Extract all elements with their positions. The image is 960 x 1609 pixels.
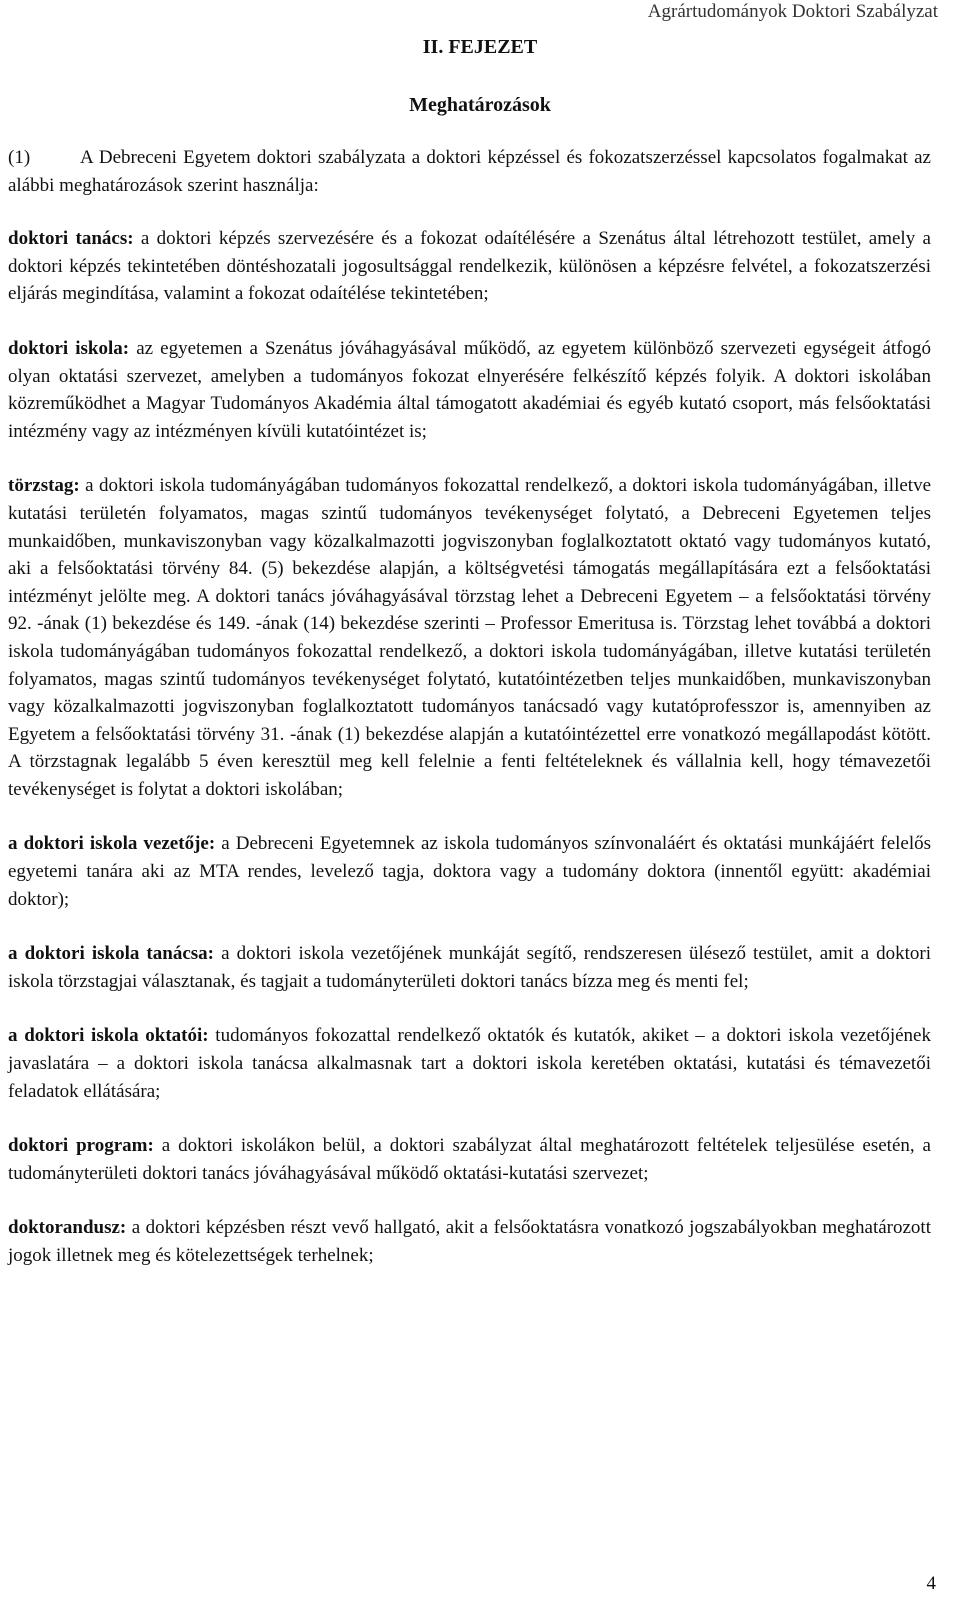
- definition-term: a doktori iskola vezetője:: [8, 833, 216, 855]
- definition-text: az egyetemen a Szenátus jóváhagyásával működő, az egyetem különböző szervezeti egységeit átfogó olyan oktatási szervezet, amelyben a tudományos fokozat elnyerésére felkészítő képzés folyik. A doktori iskolában közreműködhet a Magyar Tudományos Akadémia által támogatott akadémiai és egyéb kutató csoport, más felsőoktatási intézmény vagy az intézményen kívüli kutatóintézet is;: [8, 337, 931, 442]
- definition-text: tudományos fokozattal rendelkező oktatók és kutatók, akiket – a doktori iskola vezetőjének javaslatára – a doktori iskola tanácsa alkalmasnak tart a doktori iskola keretében oktatási, kutatási és témavezetői feladatok ellátására;: [8, 1025, 931, 1102]
- definition-text: a doktori képzés szervezésére és a fokozat odaítélésére a Szenátus által létrehozott testület, amely a doktori képzés tekintetében döntéshozatali jogosultsággal rendelkezik, különösen a képzésre felvétel, a fokozatszerzési eljárás megindítása, valamint a fokozat odaítélése tekintetében;: [8, 228, 931, 305]
- definition-text: a doktori iskolákon belül, a doktori szabályzat által meghatározott feltételek teljesülése esetén, a tudományterületi doktori tanács jóváhagyásával működő oktatási-kutatási szervezet;: [8, 1135, 931, 1184]
- definition-doktori-program: [8, 1132, 931, 1187]
- definition-iskola-tanacsa: [8, 940, 931, 995]
- definition-text: a doktori képzésben részt vevő hallgató, akit a felsőoktatásra vonatkozó jogszabályokban meghatározott jogok illetnek meg és kötelezettségek terhelnek;: [8, 1217, 931, 1266]
- definition-term: a doktori iskola tanácsa:: [8, 943, 214, 965]
- definition-doktori-tanacs: [8, 225, 931, 308]
- definition-term: törzstag:: [8, 475, 80, 497]
- definition-term: doktori program:: [8, 1135, 154, 1157]
- definition-text: a doktori iskola tudományágában tudományos fokozattal rendelkező, a doktori iskola tudományágában, illetve kutatási területén folyamatos, magas szintű tudományos tevékenységet folytató, a Debreceni Egyetemen teljes munkaidőben, munkaviszonyban vagy közalkalmazotti jogviszonyban foglalkoztatott oktató vagy tudományos kutató, aki a felsőoktatási törvény 84. (5) bekezdése alapján, a költségvetési támogatás megállapítására ezt a felsőoktatási intézményt jelölte meg. A doktori tanács jóváhagyásával törzstag lehet a Debreceni Egyetem – a felsőoktatási törvény 92. -ának (1) bekezdése és 149. -ának (14) bekezdése szerinti – Professor Emeritusa is. Törzstag lehet továbbá a doktori iskola tudományágában tudományos fokozattal rendelkező, a doktori iskola tudományágában, illetve kutatási területén folyamatos, magas szintű tudományos tevékenységet folytató, kutatóintézetben teljes munkaidőben, munkaviszonyban vagy közalkalmazotti jogviszonyban foglalkoztatott tudományos tanácsadó vagy kutatóprofesszor is, amennyiben az Egyetem a felsőoktatási törvény 31. -ának (1) bekezdése alapján a kutatóintézettel erre vonatkozó megállapodást kötött. A törzstagnak legalább 5 éven keresztül meg kell felelnie a fenti feltételeknek és vállalnia kell, hogy témavezetői tevékenységet is folytat a doktori iskolában;: [8, 475, 931, 800]
- definition-term: a doktori iskola oktatói:: [8, 1025, 209, 1047]
- intro-text: A Debreceni Egyetem doktori szabályzata a doktori képzéssel és fokozatszerzéssel kapcsolatos fogalmakat az alábbi meghatározások szerint használja:: [8, 147, 931, 196]
- definition-term: doktorandusz:: [8, 1217, 127, 1239]
- definition-text: a doktori iskola vezetőjének munkáját segítő, rendszeresen ülésező testület, amit a doktori iskola törzstagjai választanak, és tagjait a tudományterületi doktori tanács bízza meg és menti fel;: [8, 943, 931, 992]
- definition-iskola-oktatoi: [8, 1022, 931, 1105]
- definition-term: doktori iskola:: [8, 337, 130, 359]
- paragraph-number: (1): [8, 147, 31, 168]
- intro-paragraph: [8, 144, 931, 199]
- definition-torzstag: [8, 472, 931, 803]
- definition-text: a Debreceni Egyetemnek az iskola tudományos színvonaláért és oktatási munkájáért felelős egyetemi tanára aki az MTA rendes, levelező tagja, doktora vagy a tudomány doktora (innentől együtt: akadémiai doktor);: [8, 833, 932, 910]
- page-number: 4: [926, 1573, 936, 1594]
- chapter-title: II. FEJEZET: [422, 36, 538, 58]
- section-title: Meghatározások: [409, 94, 551, 116]
- definition-doktorandusz: [8, 1214, 931, 1269]
- definition-iskola-vezetoje: [8, 830, 931, 913]
- document-body: [8, 144, 931, 1297]
- definition-term: doktori tanács:: [8, 228, 134, 250]
- running-header: Agrártudományok Doktori Szabályzat: [647, 1, 938, 22]
- definition-doktori-iskola: [8, 335, 931, 445]
